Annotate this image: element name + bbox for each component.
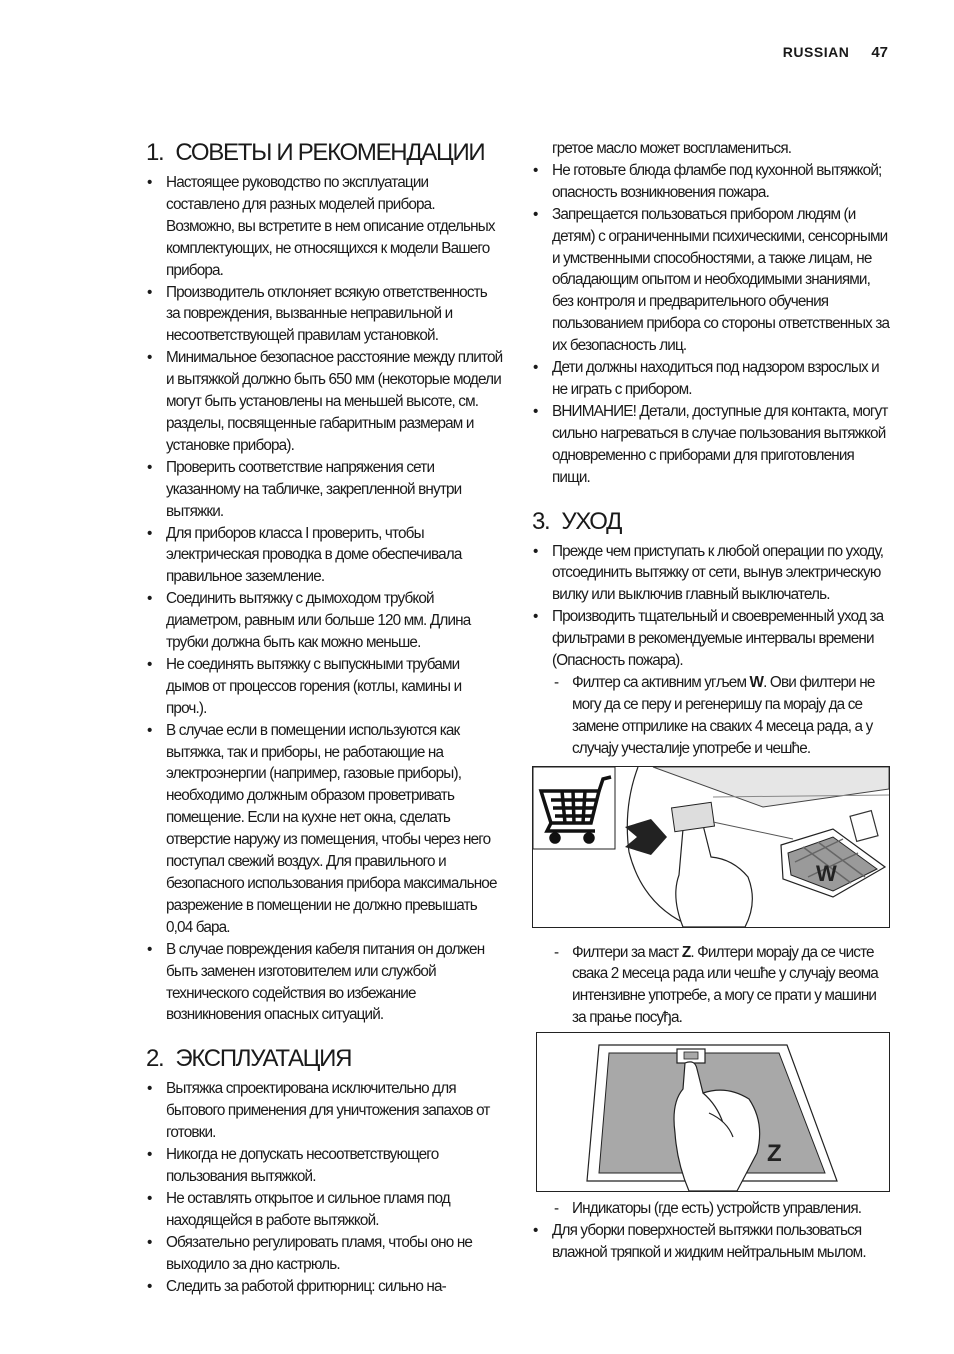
list-item: • Обязательно регулировать пламя, чтобы оно не выходило за дно кастрюль. [146, 1232, 504, 1276]
list-item: • В случае повреждения кабеля питания он должен быть заменен изготовителем или службой технического содействия во избежание возникновения опасных ситуаций. [146, 939, 504, 1027]
section2-heading [146, 1044, 504, 1074]
section3-heading [532, 507, 892, 537]
list-item: • Соединить вытяжку с дымоходом трубкой диаметром, равным или больше 120 мм. Длина трубки должна быть как можно меньше. [146, 588, 504, 654]
filter-w-text-rest: . Ови филтери не могу да се перу и регенеришу па морају да се замене отприлике на сваких 4 месеца рада, а у случају учесталије употребе и чешће. [572, 673, 875, 757]
carbon-filter-illustration [533, 767, 889, 927]
carbon-filter-w [781, 829, 885, 897]
section3-list-end [532, 1220, 892, 1264]
list-item: • Для уборки поверхностей вытяжки пользоваться влажной тряпкой и жидким нейтральным мылом. [532, 1220, 892, 1264]
filter-z-text-rest: . Филтери морају да се чисте свака 2 месеца рада или чешће у случају веома интензивне употребе, а могу се прати у машини за прање посуђа. [572, 943, 878, 1027]
figure-carbon-filter [532, 766, 890, 928]
section1-heading [146, 138, 504, 168]
filter-w-list [532, 672, 892, 760]
language-label: RUSSIAN [782, 44, 850, 60]
list-item: • В случае если в помещении используются как вытяжка, так и приборы, не работающие на электроэнергии (например, газовые приборы), необходимо должным образом проветривать помещение. Если на кухне нет окна, сделать отверстие наружу из помещения, чтобы через него поступал свежий воздух. Для правильного и безопасного использования прибора максимальное разрежение в помещении не должно превышать 0,04 бара. [146, 720, 504, 939]
left-column [146, 138, 504, 1297]
section3-title: УХОД [561, 507, 622, 535]
figure-z-label: Z [767, 1140, 782, 1168]
indicators-list [532, 1198, 892, 1220]
list-item: • Не оставлять открытое и сильное пламя под находящейся в работе вытяжкой. [146, 1188, 504, 1232]
list-item: • ВНИМАНИЕ! Детали, доступные для контакта, могут сильно нагреваться в случае пользования вытяжкой одновременно с приборами для приготовления пищи. [532, 401, 892, 489]
section2-list [146, 1078, 504, 1297]
right-column [532, 138, 892, 1264]
list-item: • Вытяжка спроектирована исключительно для бытового применения для уничтожения запахов от готовки. [146, 1078, 504, 1144]
list-item: • Производить тщательный и своевременный уход за фильтрами в рекомендуемые интервалы времени (Опасность пожара). [532, 606, 892, 672]
figure-w-label: W [816, 860, 837, 886]
filter-z-text: Филтери за маст [572, 943, 682, 961]
section1-title: СОВЕТЫ И РЕКОМЕНДАЦИИ [175, 139, 485, 166]
filter-w-item [532, 672, 892, 760]
list-item: • Настоящее руководство по эксплуатации составлено для разных моделей прибора. Возможно, вы встретите в нем описание отдельных комплектующих, не относящихся к модели Вашего прибора. [146, 172, 504, 282]
filter-z-item [532, 942, 892, 1030]
arrow-right-icon [625, 819, 667, 855]
page-number: 47 [871, 44, 888, 61]
section2-title: ЭКСПЛУАТАЦИЯ [175, 1045, 352, 1073]
list-item: • Дети должны находиться под надзором взрослых и не играть с прибором. [532, 357, 892, 401]
page-header [783, 44, 888, 61]
section3-number: 3. [532, 507, 550, 535]
list-item: • Следить за работой фритюрниц: сильно на- [146, 1276, 504, 1298]
grease-filter-illustration [537, 1033, 889, 1191]
list-item: • Не готовьте блюда фламбе под кухонной вытяжкой; опасность возникновения пожара. [532, 160, 892, 204]
section3-list [532, 541, 892, 672]
list-item: • Прежде чем приступать к любой операции по уходу, отсоединить вытяжку от сети, вынув электрическую вилку или выключив главный выключатель. [532, 541, 892, 607]
list-item: • Запрещается пользоваться прибором людям (и детям) с ограниченными психическими, сенсорными и умственными способностями, а также лицам, не обладающим опытом и необходимыми знаниями, без контроля и предварительного обучения пользованием прибора со стороны ответственных за их безопасность лиц. [532, 204, 892, 357]
hand-illustration [676, 817, 753, 927]
filter-z-letter: Z [681, 943, 691, 961]
filter-w-letter: W [749, 673, 764, 691]
list-item: • Производитель отклоняет всякую ответственность за повреждения, вызванные неправильной и несоответствующей правилам установкой. [146, 282, 504, 348]
figure-grease-filter [536, 1032, 890, 1192]
section2-number: 2. [146, 1045, 164, 1073]
list-item: • Для приборов класса I проверить, чтобы электрическая проводка в доме обеспечивала правильное заземление. [146, 523, 504, 589]
filter-z-list [532, 942, 892, 1030]
list-item: • Проверить соответствие напряжения сети указанному на табличке, закрепленной внутри вытяжки. [146, 457, 504, 523]
section2-continuation: гретое масло может воспламениться. [552, 140, 792, 157]
section2-list-cont [532, 160, 892, 489]
filter-w-text: Филтер са активним угљем [572, 673, 750, 691]
list-item: • Минимальное безопасное расстояние между плитой и вытяжкой должно быть 650 мм (некоторые модели могут быть установлены на меньшей высоте, см. разделы, посвященные габаритным размерам и установке прибора). [146, 347, 504, 457]
section1-list [146, 172, 504, 1026]
list-item: • Никогда не допускать несоответствующего пользования вытяжкой. [146, 1144, 504, 1188]
indicators-item: - Индикаторы (где есть) устройств управления. [532, 1198, 892, 1220]
section1-number: 1. [146, 139, 164, 166]
list-item: • Не соединять вытяжку с выпускными трубами дымов от процессов горения (котлы, камины и проч.). [146, 654, 504, 720]
